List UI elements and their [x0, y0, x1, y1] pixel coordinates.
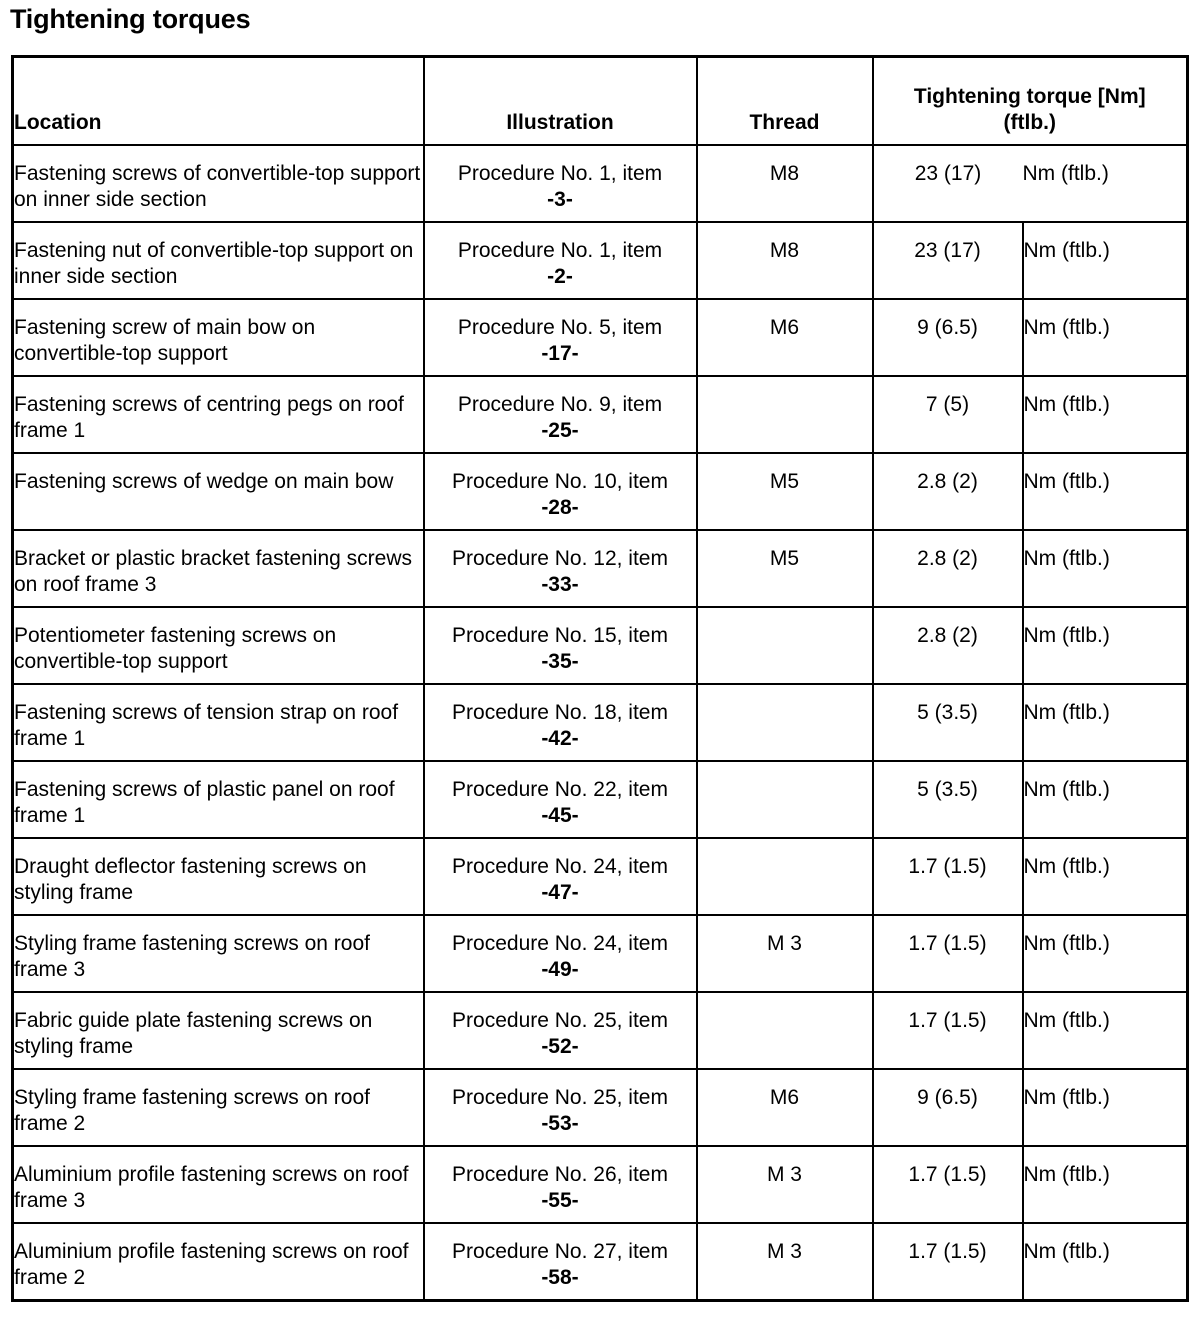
item-number: -52-	[541, 1035, 579, 1058]
table-row	[13, 222, 1188, 299]
procedure-text: Procedure No. 15, item	[452, 624, 668, 647]
item-number: -47-	[541, 881, 579, 904]
item-number: -33-	[541, 573, 579, 596]
table-row	[13, 992, 1188, 1069]
cell-location: Fastening screws of centring pegs on roof frame 1	[13, 376, 424, 453]
header-torque-line2: (ftlb.)	[1003, 111, 1056, 134]
cell-thread: M5	[697, 453, 873, 530]
cell-thread: M8	[697, 222, 873, 299]
item-number: -2-	[547, 265, 573, 288]
cell-location: Fabric guide plate fastening screws on styling frame	[13, 992, 424, 1069]
cell-location: Aluminium profile fastening screws on roof frame 2	[13, 1223, 424, 1300]
cell-illustration	[424, 530, 697, 607]
table-row	[13, 299, 1188, 376]
table-row	[13, 530, 1188, 607]
cell-location: Fastening screws of convertible-top support on inner side section	[13, 145, 424, 222]
item-number: -53-	[541, 1112, 579, 1135]
cell-thread: M5	[697, 530, 873, 607]
item-number: -3-	[547, 188, 573, 211]
cell-illustration	[424, 838, 697, 915]
cell-thread	[697, 838, 873, 915]
cell-location: Fastening nut of convertible-top support on inner side section	[13, 222, 424, 299]
cell-torque-unit: Nm (ftlb.)	[1023, 992, 1188, 1069]
cell-torque-value: 1.7 (1.5)	[873, 1146, 1023, 1223]
item-number: -25-	[541, 419, 579, 442]
cell-torque-unit: Nm (ftlb.)	[1023, 530, 1188, 607]
procedure-text: Procedure No. 25, item	[452, 1009, 668, 1032]
table-row	[13, 145, 1188, 222]
cell-illustration	[424, 453, 697, 530]
procedure-text: Procedure No. 27, item	[452, 1240, 668, 1263]
cell-torque-value: 2.8 (2)	[873, 607, 1023, 684]
cell-location: Fastening screw of main bow on convertible-top support	[13, 299, 424, 376]
cell-illustration	[424, 915, 697, 992]
cell-torque-value: 23 (17)	[873, 145, 1023, 222]
table-row	[13, 1146, 1188, 1223]
table-row	[13, 838, 1188, 915]
procedure-text: Procedure No. 10, item	[452, 470, 668, 493]
cell-thread	[697, 376, 873, 453]
procedure-text: Procedure No. 26, item	[452, 1163, 668, 1186]
cell-illustration	[424, 761, 697, 838]
cell-location: Fastening screws of plastic panel on roof frame 1	[13, 761, 424, 838]
cell-torque-unit: Nm (ftlb.)	[1023, 145, 1188, 222]
cell-illustration	[424, 1069, 697, 1146]
table-body	[13, 145, 1188, 1300]
cell-illustration	[424, 376, 697, 453]
table-row	[13, 761, 1188, 838]
cell-thread: M6	[697, 299, 873, 376]
table-header-row	[13, 57, 1188, 146]
cell-thread: M 3	[697, 1146, 873, 1223]
procedure-text: Procedure No. 1, item	[457, 162, 663, 185]
procedure-text: Procedure No. 18, item	[452, 701, 668, 724]
procedure-text: Procedure No. 1, item	[457, 239, 663, 262]
tightening-torques-table	[11, 55, 1189, 1302]
procedure-text: Procedure No. 5, item	[457, 316, 663, 339]
item-number: -17-	[541, 342, 579, 365]
cell-location: Potentiometer fastening screws on convertible-top support	[13, 607, 424, 684]
cell-thread: M 3	[697, 915, 873, 992]
cell-torque-value: 9 (6.5)	[873, 299, 1023, 376]
cell-illustration	[424, 299, 697, 376]
cell-torque-unit: Nm (ftlb.)	[1023, 684, 1188, 761]
cell-thread	[697, 761, 873, 838]
table-row	[13, 1069, 1188, 1146]
cell-thread	[697, 684, 873, 761]
procedure-text: Procedure No. 24, item	[452, 932, 668, 955]
cell-illustration	[424, 992, 697, 1069]
table-row	[13, 607, 1188, 684]
cell-torque-unit: Nm (ftlb.)	[1023, 761, 1188, 838]
cell-illustration	[424, 222, 697, 299]
cell-torque-unit: Nm (ftlb.)	[1023, 1146, 1188, 1223]
cell-illustration	[424, 607, 697, 684]
cell-torque-unit: Nm (ftlb.)	[1023, 376, 1188, 453]
procedure-text: Procedure No. 12, item	[452, 547, 668, 570]
item-number: -55-	[541, 1189, 579, 1212]
cell-location: Draught deflector fastening screws on styling frame	[13, 838, 424, 915]
cell-torque-value: 1.7 (1.5)	[873, 992, 1023, 1069]
item-number: -58-	[541, 1266, 579, 1289]
cell-location: Styling frame fastening screws on roof frame 2	[13, 1069, 424, 1146]
procedure-text: Procedure No. 9, item	[457, 393, 663, 416]
table-row	[13, 1223, 1188, 1300]
table-row	[13, 684, 1188, 761]
cell-torque-unit: Nm (ftlb.)	[1023, 299, 1188, 376]
table-row	[13, 915, 1188, 992]
cell-torque-value: 23 (17)	[873, 222, 1023, 299]
header-tightening-torque	[873, 57, 1188, 146]
cell-torque-unit: Nm (ftlb.)	[1023, 1069, 1188, 1146]
procedure-text: Procedure No. 24, item	[452, 855, 668, 878]
cell-torque-unit: Nm (ftlb.)	[1023, 453, 1188, 530]
cell-torque-value: 9 (6.5)	[873, 1069, 1023, 1146]
cell-illustration	[424, 1146, 697, 1223]
cell-illustration	[424, 684, 697, 761]
cell-torque-value: 1.7 (1.5)	[873, 838, 1023, 915]
cell-thread: M 3	[697, 1223, 873, 1300]
cell-torque-value: 1.7 (1.5)	[873, 915, 1023, 992]
procedure-text: Procedure No. 25, item	[452, 1086, 668, 1109]
cell-torque-value: 5 (3.5)	[873, 684, 1023, 761]
item-number: -45-	[541, 804, 579, 827]
cell-location: Fastening screws of wedge on main bow	[13, 453, 424, 530]
table-row	[13, 453, 1188, 530]
cell-location: Fastening screws of tension strap on roof frame 1	[13, 684, 424, 761]
page-title: Tightening torques	[10, 4, 251, 34]
cell-torque-unit: Nm (ftlb.)	[1023, 222, 1188, 299]
cell-illustration	[424, 145, 697, 222]
cell-torque-value: 1.7 (1.5)	[873, 1223, 1023, 1300]
cell-thread	[697, 607, 873, 684]
cell-torque-unit: Nm (ftlb.)	[1023, 838, 1188, 915]
cell-illustration	[424, 1223, 697, 1300]
header-thread: Thread	[697, 57, 873, 146]
cell-thread: M6	[697, 1069, 873, 1146]
cell-torque-value: 2.8 (2)	[873, 453, 1023, 530]
cell-location: Aluminium profile fastening screws on roof frame 3	[13, 1146, 424, 1223]
item-number: -49-	[541, 958, 579, 981]
cell-torque-value: 2.8 (2)	[873, 530, 1023, 607]
item-number: -42-	[541, 727, 579, 750]
header-location: Location	[13, 57, 424, 146]
cell-torque-value: 5 (3.5)	[873, 761, 1023, 838]
cell-torque-unit: Nm (ftlb.)	[1023, 915, 1188, 992]
cell-torque-unit: Nm (ftlb.)	[1023, 607, 1188, 684]
header-torque-line1: Tightening torque [Nm]	[913, 85, 1146, 108]
cell-torque-unit: Nm (ftlb.)	[1023, 1223, 1188, 1300]
cell-thread	[697, 992, 873, 1069]
cell-location: Bracket or plastic bracket fastening screws on roof frame 3	[13, 530, 424, 607]
procedure-text: Procedure No. 22, item	[452, 778, 668, 801]
header-illustration: Illustration	[424, 57, 697, 146]
cell-torque-value: 7 (5)	[873, 376, 1023, 453]
cell-thread: M8	[697, 145, 873, 222]
item-number: -28-	[541, 496, 579, 519]
item-number: -35-	[541, 650, 579, 673]
cell-location: Styling frame fastening screws on roof frame 3	[13, 915, 424, 992]
table-row	[13, 376, 1188, 453]
